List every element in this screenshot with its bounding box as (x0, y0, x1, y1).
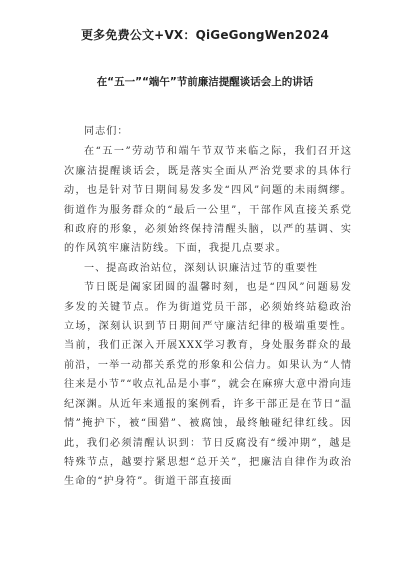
document-body (64, 122, 352, 492)
paragraph: 节日既是阖家团圆的温馨时刻，也是“四风”问题易发多发的关键节点。作为街道党员干部，必须始终站稳政治立场，深刻认识到节日期间严守廉洁纪律的极端重要性。当前，我们正深入开展XXX学习教育，身处服务群众的最前沿，一举一动都关系党的形象和公信力。如果认为“人情往来是小节”“收点礼品是小事”，就会在麻痹大意中滑向违纪深渊。从近年来通报的案例看，许多干部正是在节日“温情”掩护下，被“围猎”、被腐蚀，最终触碰纪律红线。因此，我们必须清醒认识到：节日反腐没有“缓冲期”，越是特殊节点，越要拧紧思想“总开关”，把廉洁自律作为政治生命的“护身符”。街道干部直接面 (64, 282, 352, 488)
salutation: 同志们： (84, 126, 129, 137)
document-title: 在“五一”“端午”节前廉洁提醒谈话会上的讲话 (96, 76, 314, 88)
section-heading: 一、提高政治站位，深刻认识廉洁过节的重要性 (84, 262, 319, 274)
promo-header: 更多免费公文+VX：QiGeGongWen2024 (80, 28, 329, 42)
paragraph: 在“五一”劳动节和端午节双节来临之际，我们召开这次廉洁提醒谈话会，既是落实全面从严治党要求的具体行动，也是针对节日期间易发多发“四风”问题的未雨绸缪。街道作为服务群众的“最后一公里”，干部作风直接关系党和政府的形象，必须始终保持清醒头脑，以严的基调、实的作风筑牢廉洁防线。下面，我提几点要求。 (64, 146, 352, 255)
